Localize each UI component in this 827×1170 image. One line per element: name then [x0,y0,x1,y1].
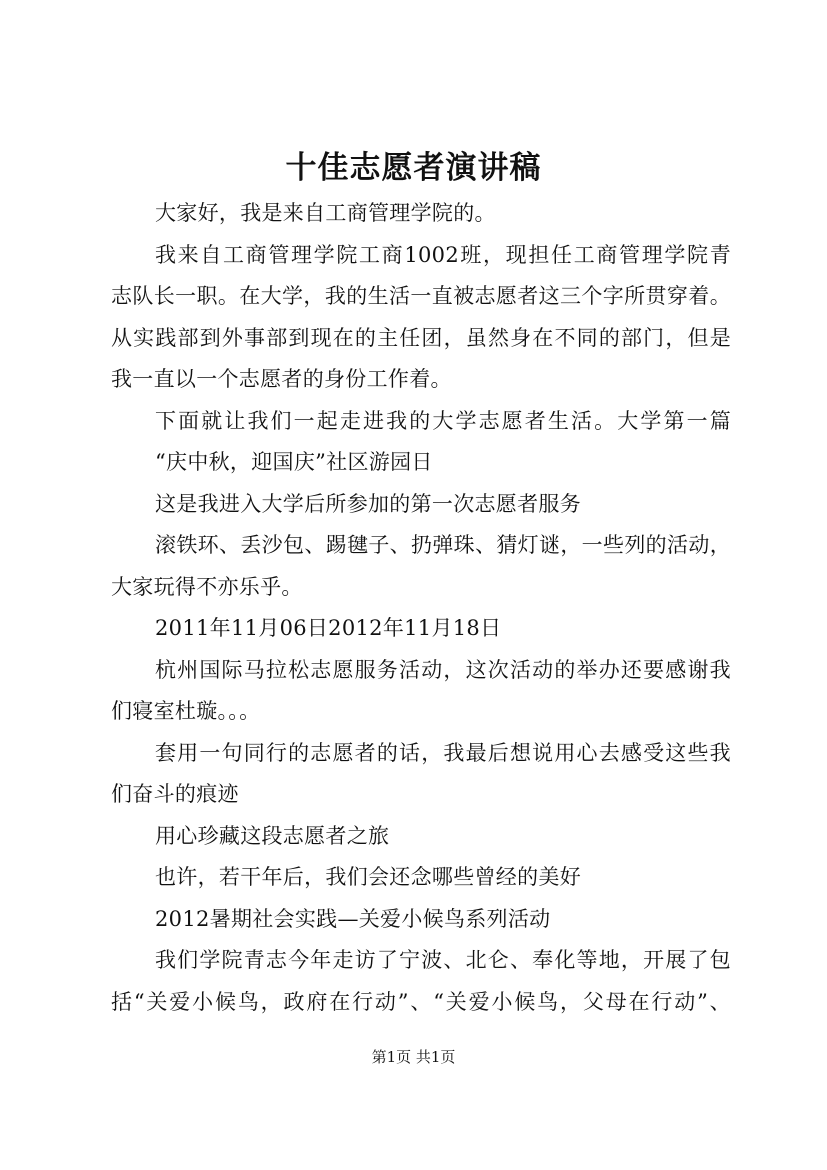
document-title: 十佳志愿者演讲稿 [285,150,542,186]
paragraph-line: 2012暑期社会实践—关爱小候鸟系列活动 [155,906,551,931]
paragraph-line: 杭州国际马拉松志愿服务活动，这次活动的举办还要感谢我 [155,657,731,682]
paragraph-line: 套用一句同行的志愿者的话，我最后想说用心去感受这些我 [155,740,731,765]
paragraph-line: 我来自工商管理学院工商1002班，现担任工商管理学院青 [155,242,731,267]
document-body [111,193,731,1023]
paragraph-line: 用心珍藏这段志愿者之旅 [155,823,390,848]
paragraph-line: 这是我进入大学后所参加的第一次志愿者服务 [155,491,581,516]
paragraph-line: 们奋斗的痕迹 [111,782,239,806]
paragraph-line: 大家玩得不亦乐乎。 [111,574,303,599]
page-footer: 第1页 共1页 [371,1048,456,1066]
paragraph-line: “庆中秋，迎国庆”社区游园日 [155,450,433,474]
paragraph-line: 括“关爱小候鸟，政府在行动”、“关爱小候鸟，父母在行动”、 [111,989,731,1014]
paragraph-line: 们寝室杜璇。。。 [111,699,261,723]
paragraph-line: 下面就让我们一起走进我的大学志愿者生活。大学第一篇 [155,408,731,433]
paragraph-line: 我们学院青志今年走访了宁波、北仑、奉化等地，开展了包 [155,948,731,972]
paragraph-line: 2011年11月06日2012年11月18日 [155,616,502,640]
paragraph-line: 也许，若干年后，我们会还念哪些曾经的美好 [155,865,581,889]
paragraph-line: 大家好，我是来自工商管理学院的。 [155,201,496,225]
paragraph-line: 滚铁环、丢沙包、踢毽子、扔弹珠、猜灯谜，一些列的活动， [155,533,731,557]
paragraph-line: 志队长一职。在大学，我的生活一直被志愿者这三个字所贯穿着。 [111,284,731,308]
paragraph-line: 我一直以一个志愿者的身份工作着。 [111,367,452,391]
paragraph-line: 从实践部到外事部到现在的主任团，虽然身在不同的部门，但是 [111,325,731,350]
